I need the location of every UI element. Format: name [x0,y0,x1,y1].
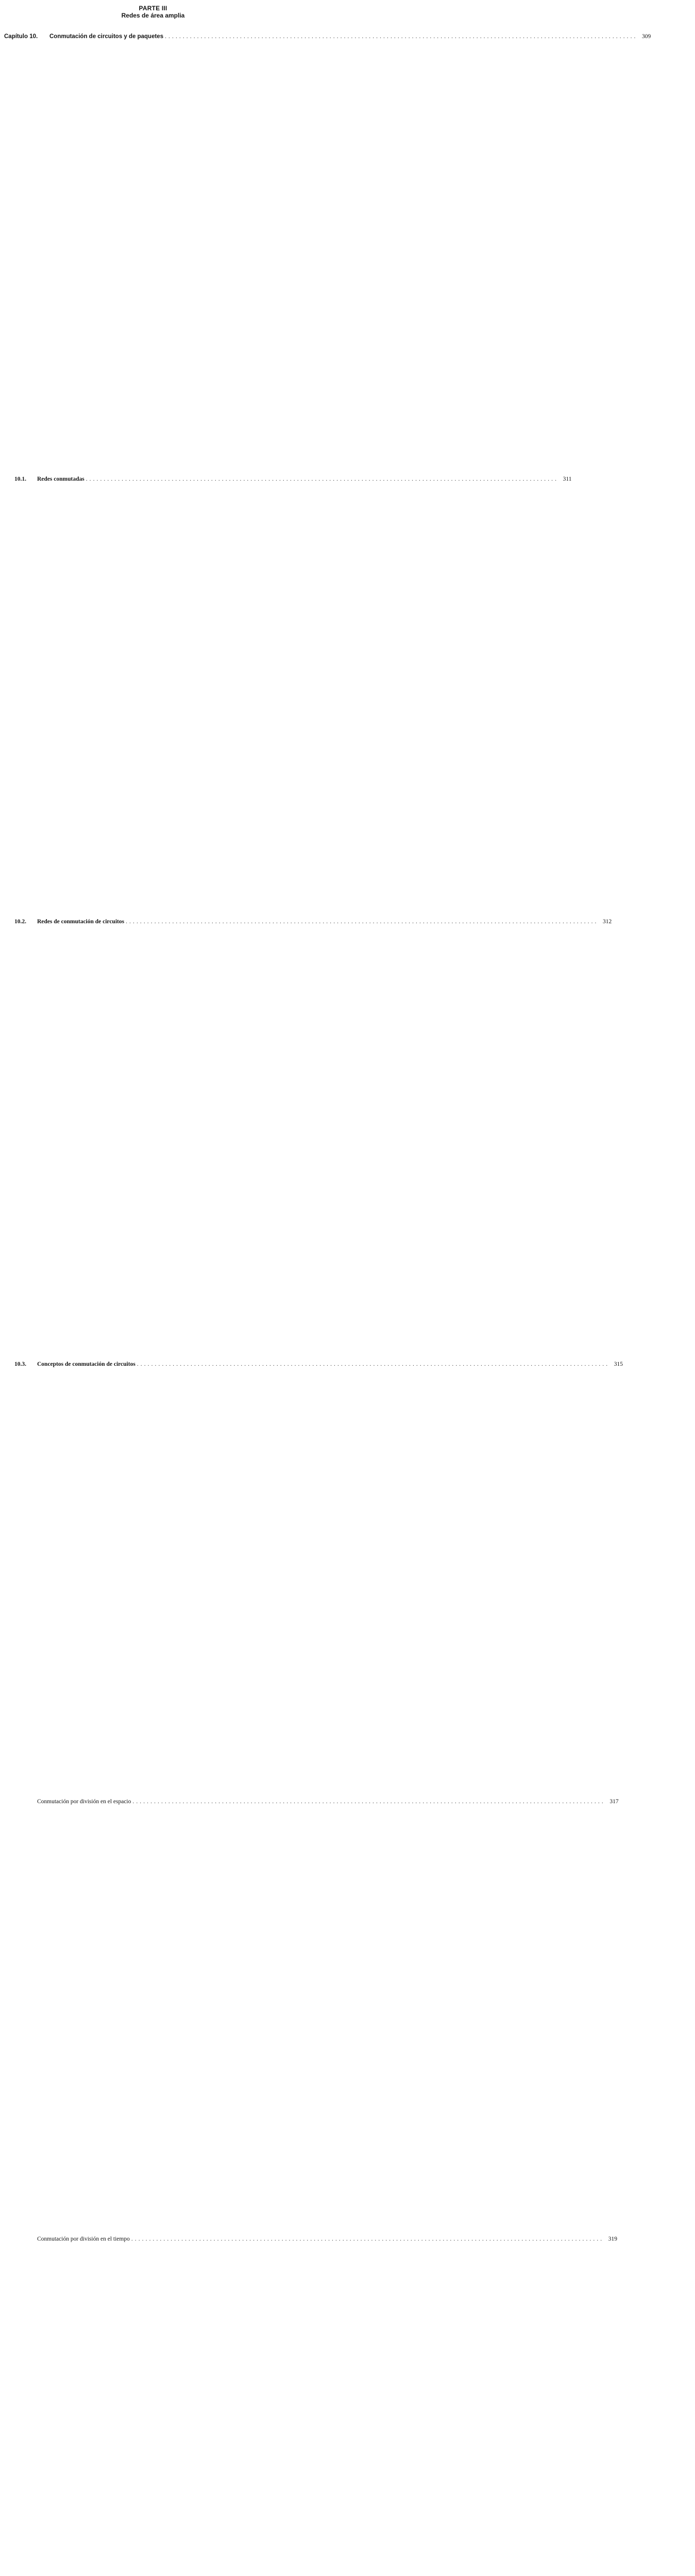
dot-leader [86,476,557,482]
entry-page-number: 311 [559,472,573,910]
part-title: Redes de área amplia [121,12,185,19]
toc-entry-10-1 [4,472,572,910]
entry-number: Capítulo 10. [4,33,38,40]
entry-title: Conmutación de circuitos y de paquetes [49,33,164,40]
part-header [4,4,302,19]
toc-entry-10-3 [4,1358,623,1795]
dot-leader [131,2236,602,2242]
dot-leader [126,919,597,925]
toc-entry-10-2 [4,915,612,1352]
toc-entry [4,1795,619,2232]
entry-number: 10.1. [14,476,26,482]
entry-title: Conmutación por división en el espacio [37,1799,131,1805]
entry-page-number: 312 [599,915,613,1352]
entry-page-number: 315 [610,1358,624,1795]
dot-leader [137,1361,608,1367]
entry-number: 10.3. [14,1361,26,1367]
toc-list [4,30,651,2576]
toc-entry-capítulo-10 [4,30,651,467]
toc-entry [4,2232,618,2576]
entry-title: Redes de conmutación de circuitos [37,919,125,925]
entry-title: Conceptos de conmutación de circuitos [37,1361,135,1367]
part-label: PARTE III [139,5,167,12]
dot-leader [165,33,636,40]
entry-number: 10.2. [14,919,26,925]
dot-leader [132,1799,603,1805]
entry-page-number: 309 [638,30,652,467]
entry-page-number: 319 [604,2232,618,2576]
entry-title: Redes conmutadas [37,476,84,482]
entry-page-number: 317 [605,1795,619,2232]
entry-title: Conmutación por división en el tiempo [37,2236,130,2242]
